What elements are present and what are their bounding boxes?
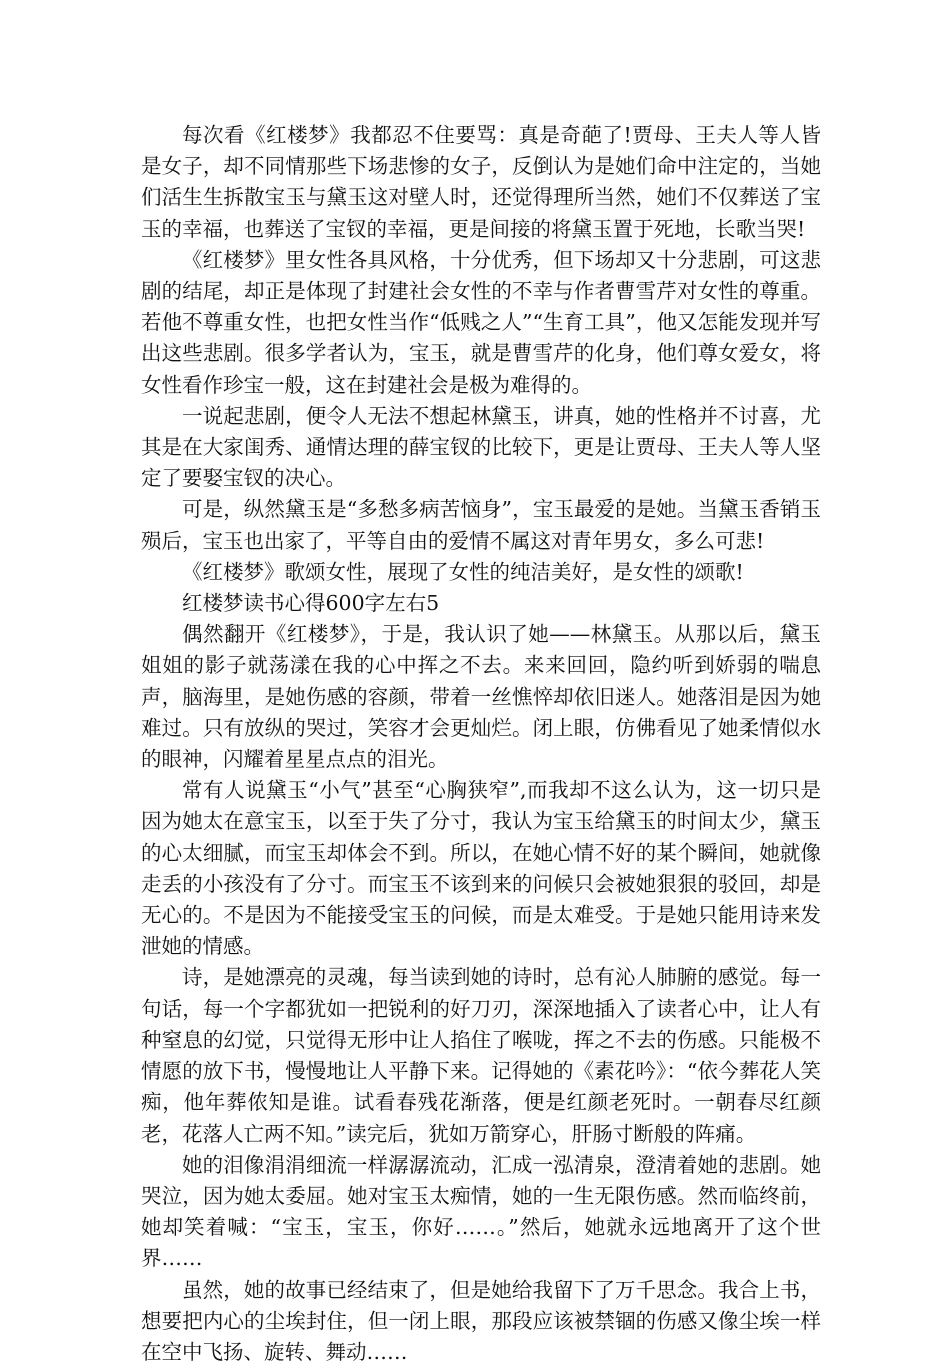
section-heading: 红楼梦读书心得600字左右5: [182, 591, 440, 616]
paragraph: 每次看《红楼梦》我都忍不住要骂：真是奇葩了!贾母、王夫人等人皆是女子，却不同情那些下场悲惨的女子，反倒认为是她们命中注定的，当她们活生生拆散宝玉与黛玉这对壁人时，还觉得理所当然，她们不仅葬送了宝玉的幸福，也葬送了宝钗的幸福，更是间接的将黛玉置于死地，长歌当哭!: [141, 123, 821, 241]
paragraph: 她的泪像涓涓细流一样潺潺流动，汇成一泓清泉，澄清着她的悲剧。她哭泣，因为她太委屈。她对宝玉太痴情，她的一生无限伤感。然而临终前，她却笑着喊：“宝玉，宝玉，你好……。”然后，她就永远地离开了这个世界……: [141, 1152, 821, 1271]
paragraph: 一说起悲剧，便令人无法不想起林黛玉，讲真，她的性格并不讨喜，尤其是在大家闺秀、通情达理的薛宝钗的比较下，更是让贾母、王夫人等人坚定了要娶宝钗的决心。: [141, 403, 821, 491]
paragraph: 诗，是她漂亮的灵魂，每当读到她的诗时，总有沁人肺腑的感觉。每一句话，每一个字都犹如一把锐利的好刀刃，深深地插入了读者心中，让人有种窒息的幻觉，只觉得无形中让人掐住了喉咙，挥之不去的伤感。只能极不情愿的放下书，慢慢地让人平静下来。记得她的《素花吟》：“依今葬花人笑痴，他年葬侬知是谁。试看春残花渐落，便是红颜老死时。一朝春尽红颜老，花落人亡两不知。”读完后，犹如万箭穿心，肝肠寸断般的阵痛。: [141, 965, 821, 1146]
paragraph: 常有人说黛玉“小气”甚至“心胸狭窄”,而我却不这么认为，这一切只是因为她太在意宝玉，以至于失了分寸，我认为宝玉给黛玉的时间太少，黛玉的心太细腻，而宝玉却体会不到。所以，在她心情不好的某个瞬间，她就像走丢的小孩没有了分寸。而宝玉不该到来的问候只会被她狠狠的驳回，却是无心的。不是因为不能接受宝玉的问候，而是太难受。于是她只能用诗来发泄她的情感。: [141, 778, 821, 959]
paragraph: 《红楼梦》歌颂女性，展现了女性的纯洁美好，是女性的颂歌!: [182, 559, 744, 584]
document-body: [141, 120, 821, 1368]
paragraph: 虽然，她的故事已经结束了，但是她给我留下了万千思念。我合上书，想要把内心的尘埃封住，但一闭上眼，那段应该被禁锢的伤感又像尘埃一样在空中飞扬、旋转、舞动……: [141, 1277, 821, 1364]
paragraph: 《红楼梦》里女性各具风格，十分优秀，但下场却又十分悲剧，可这悲剧的结尾，却正是体现了封建社会女性的不幸与作者曹雪芹对女性的尊重。若他不尊重女性，也把女性当作“低贱之人”“生育工具”，他又怎能发现并写出这些悲剧。很多学者认为，宝玉，就是曹雪芹的化身，他们尊女爱女，将女性看作珍宝一般，这在封建社会是极为难得的。: [141, 247, 821, 397]
paragraph: 可是，纵然黛玉是“多愁多病苦恼身”，宝玉最爱的是她。当黛玉香销玉殒后，宝玉也出家了，平等自由的爱情不属这对青年男女，多么可悲!: [141, 497, 821, 553]
paragraph: 偶然翻开《红楼梦》，于是，我认识了她——林黛玉。从那以后，黛玉姐姐的影子就荡漾在我的心中挥之不去。来来回回，隐约听到娇弱的喘息声，脑海里，是她伤感的容颜，带着一丝憔悴却依旧迷人。她落泪是因为她难过。只有放纵的哭过，笑容才会更灿烂。闭上眼，仿佛看见了她柔情似水的眼神，闪耀着星星点点的泪光。: [141, 622, 821, 772]
